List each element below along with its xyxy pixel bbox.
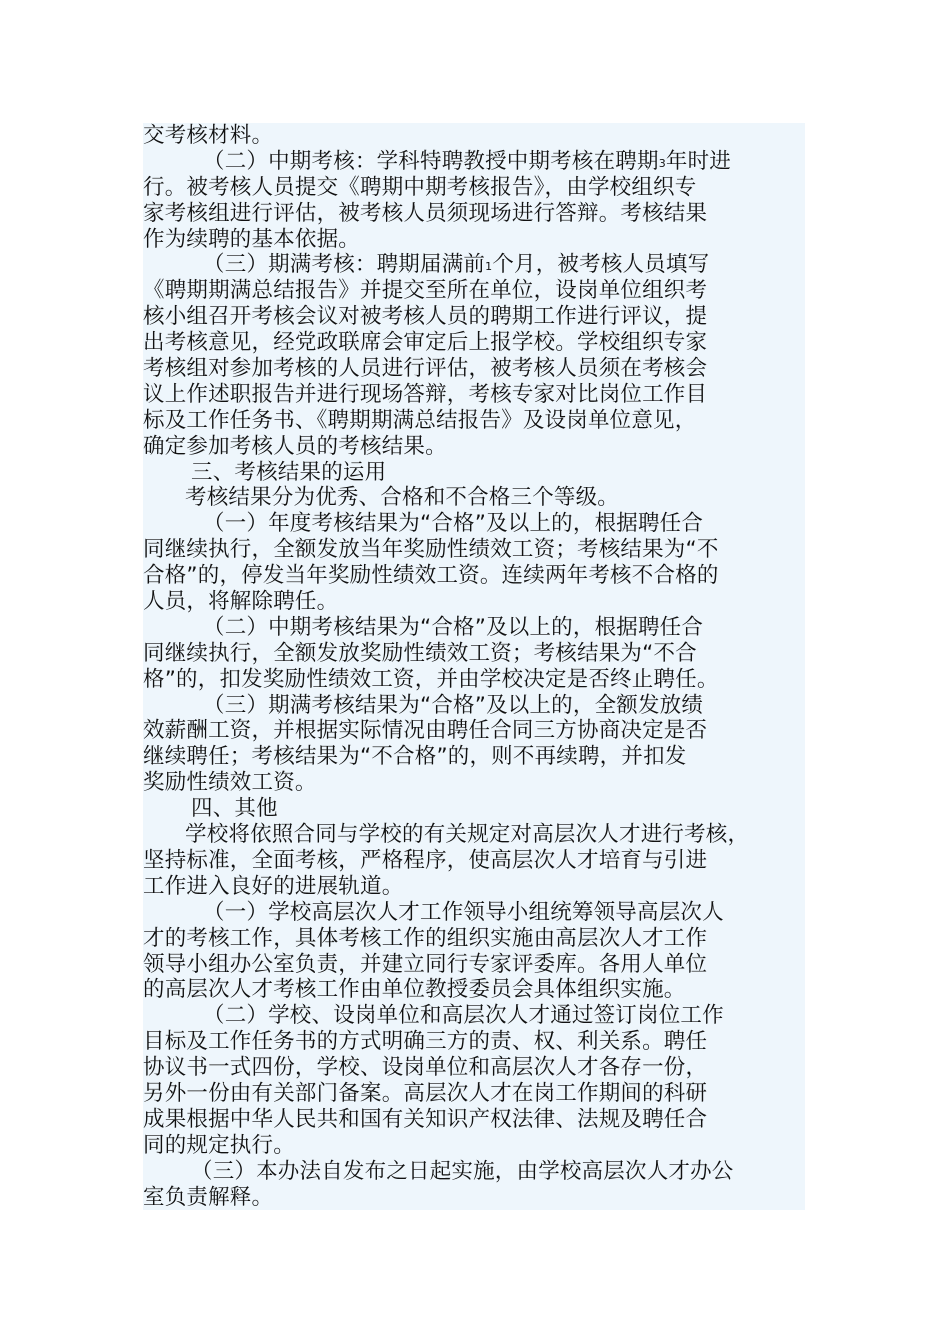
text-line — [143, 900, 805, 926]
text-line — [143, 511, 805, 537]
text-content: （二）学校、设岗单位和高层次人才通过签订岗位工作 — [203, 1003, 724, 1029]
text-content: 继续聘任；考核结果为“不合格”的，则不再续聘，并扣发 — [143, 744, 687, 770]
text-line — [143, 693, 805, 719]
text-content: 合格”的，停发当年奖励性绩效工资。连续两年考核不合格的 — [143, 563, 719, 589]
text-line — [143, 356, 805, 382]
text-line — [143, 718, 805, 744]
text-content: 格”的，扣发奖励性绩效工资，并由学校决定是否终止聘任。 — [143, 667, 743, 692]
text-line — [143, 848, 805, 874]
text-content: 四、其他 — [191, 796, 278, 822]
text-line — [143, 1081, 805, 1107]
text-content: 作为续聘的基本依据。 — [143, 226, 361, 252]
text-line — [143, 330, 805, 356]
text-line — [143, 770, 805, 796]
inline-number: 1 — [485, 260, 493, 274]
text-segment: 个月，被考核人员填写 — [492, 252, 710, 278]
text-content: 另外一份由有关部门备案。高层次人才在岗工作期间的科研 — [143, 1080, 708, 1106]
text-content: 室负责解释。 — [143, 1184, 274, 1210]
text-line — [143, 589, 805, 615]
inline-number: 3 — [658, 156, 666, 170]
text-line — [143, 1159, 805, 1185]
text-content: （二）中期考核结果为“合格”及以上的，根据聘任合 — [203, 614, 704, 640]
text-content: 目标及工作任务书的方式明确三方的责、权、利关系。聘任 — [143, 1029, 708, 1055]
text-content: （三）本办法自发布之日起实施，由学校高层次人才办公 — [191, 1158, 734, 1184]
text-line — [143, 382, 805, 408]
text-line — [143, 1029, 805, 1055]
text-line — [143, 615, 805, 641]
text-content: （三）期满考核结果为“合格”及以上的，全额发放绩 — [203, 692, 704, 718]
text-content: 领导小组办公室负责，并建立同行专家评委库。各用人单位 — [143, 951, 708, 977]
text-line — [143, 123, 805, 149]
text-content: 才的考核工作，具体考核工作的组织实施由高层次人才工作 — [143, 925, 708, 951]
text-line — [143, 1107, 805, 1133]
text-line — [143, 252, 805, 278]
text-line — [143, 304, 805, 330]
text-line — [143, 460, 805, 486]
text-content: 确定参加考核人员的考核结果。 — [143, 433, 447, 459]
text-content: 《聘期期满总结报告》并提交至所在单位，设岗单位组织考 — [143, 278, 708, 304]
text-segment: 年时进 — [665, 148, 732, 174]
text-line — [143, 796, 805, 822]
text-content: 家考核组进行评估，被考核人员须现场进行答辩。考核结果 — [143, 200, 708, 226]
text-line — [143, 149, 805, 175]
text-content: 工作进入良好的进展轨道。 — [143, 873, 404, 899]
text-line — [143, 1133, 805, 1159]
text-line — [143, 926, 805, 952]
text-content: 标及工作任务书、《聘期期满总结报告》及设岗单位意见， — [143, 407, 697, 433]
text-content: 同继续执行，全额发放当年奖励性绩效工资；考核结果为“不 — [143, 537, 719, 563]
text-segment: （二）中期考核：学科特聘教授中期考核在聘期 — [203, 148, 659, 174]
text-line — [143, 227, 805, 253]
text-content: 学校将依照合同与学校的有关规定对高层次人才进行考核， — [185, 822, 773, 847]
text-segment: （三）期满考核：聘期届满前 — [203, 252, 486, 278]
text-content: （一）年度考核结果为“合格”及以上的，根据聘任合 — [203, 511, 704, 537]
text-content: 三、考核结果的运用 — [191, 459, 387, 485]
text-line — [143, 744, 805, 770]
text-line — [143, 201, 805, 227]
document-body — [143, 123, 805, 1210]
text-content: 人员，将解除聘任。 — [143, 589, 339, 615]
text-content: （一）学校高层次人才工作领导小组统筹领导高层次人 — [203, 899, 724, 925]
text-content: 坚持标准，全面考核，严格程序，使高层次人才培育与引进 — [143, 847, 708, 873]
text-line — [143, 485, 805, 511]
text-content: 考核组对参加考核的人员进行评估，被考核人员须在考核会 — [143, 356, 708, 382]
text-line — [143, 563, 805, 589]
text-line — [143, 408, 805, 434]
text-content: 行。被考核人员提交《聘期中期考核报告》，由学校组织专 — [143, 174, 697, 200]
text-line — [143, 822, 805, 848]
text-content: 核小组召开考核会议对被考核人员的聘期工作进行评议，提 — [143, 304, 708, 330]
text-line — [143, 1003, 805, 1029]
text-content: 出考核意见，经党政联席会审定后上报学校。学校组织专家 — [143, 330, 708, 356]
text-line — [143, 537, 805, 563]
text-content: 同继续执行，全额发放奖励性绩效工资；考核结果为“不合 — [143, 640, 697, 666]
text-content: 成果根据中华人民共和国有关知识产权法律、法规及聘任合 — [143, 1106, 708, 1132]
text-line — [143, 434, 805, 460]
text-content: 议上作述职报告并进行现场答辩，考核专家对比岗位工作目 — [143, 381, 708, 407]
text-content: 的高层次人才考核工作由单位教授委员会具体组织实施。 — [143, 977, 686, 1003]
text-content: 效薪酬工资，并根据实际情况由聘任合同三方协商决定是否 — [143, 718, 708, 744]
text-line — [143, 874, 805, 900]
text-content: 协议书一式四份，学校、设岗单位和高层次人才各存一份， — [143, 1055, 708, 1081]
text-content: 同的规定执行。 — [143, 1132, 295, 1158]
text-line — [143, 1185, 805, 1211]
text-content: 交考核材料。 — [143, 123, 274, 148]
text-line — [143, 977, 805, 1003]
text-line — [143, 278, 805, 304]
text-content: 奖励性绩效工资。 — [143, 770, 317, 796]
text-line — [143, 952, 805, 978]
text-content: 考核结果分为优秀、合格和不合格三个等级。 — [185, 485, 620, 511]
text-line — [143, 1055, 805, 1081]
text-line — [143, 641, 805, 667]
text-line — [143, 667, 805, 693]
text-line — [143, 175, 805, 201]
